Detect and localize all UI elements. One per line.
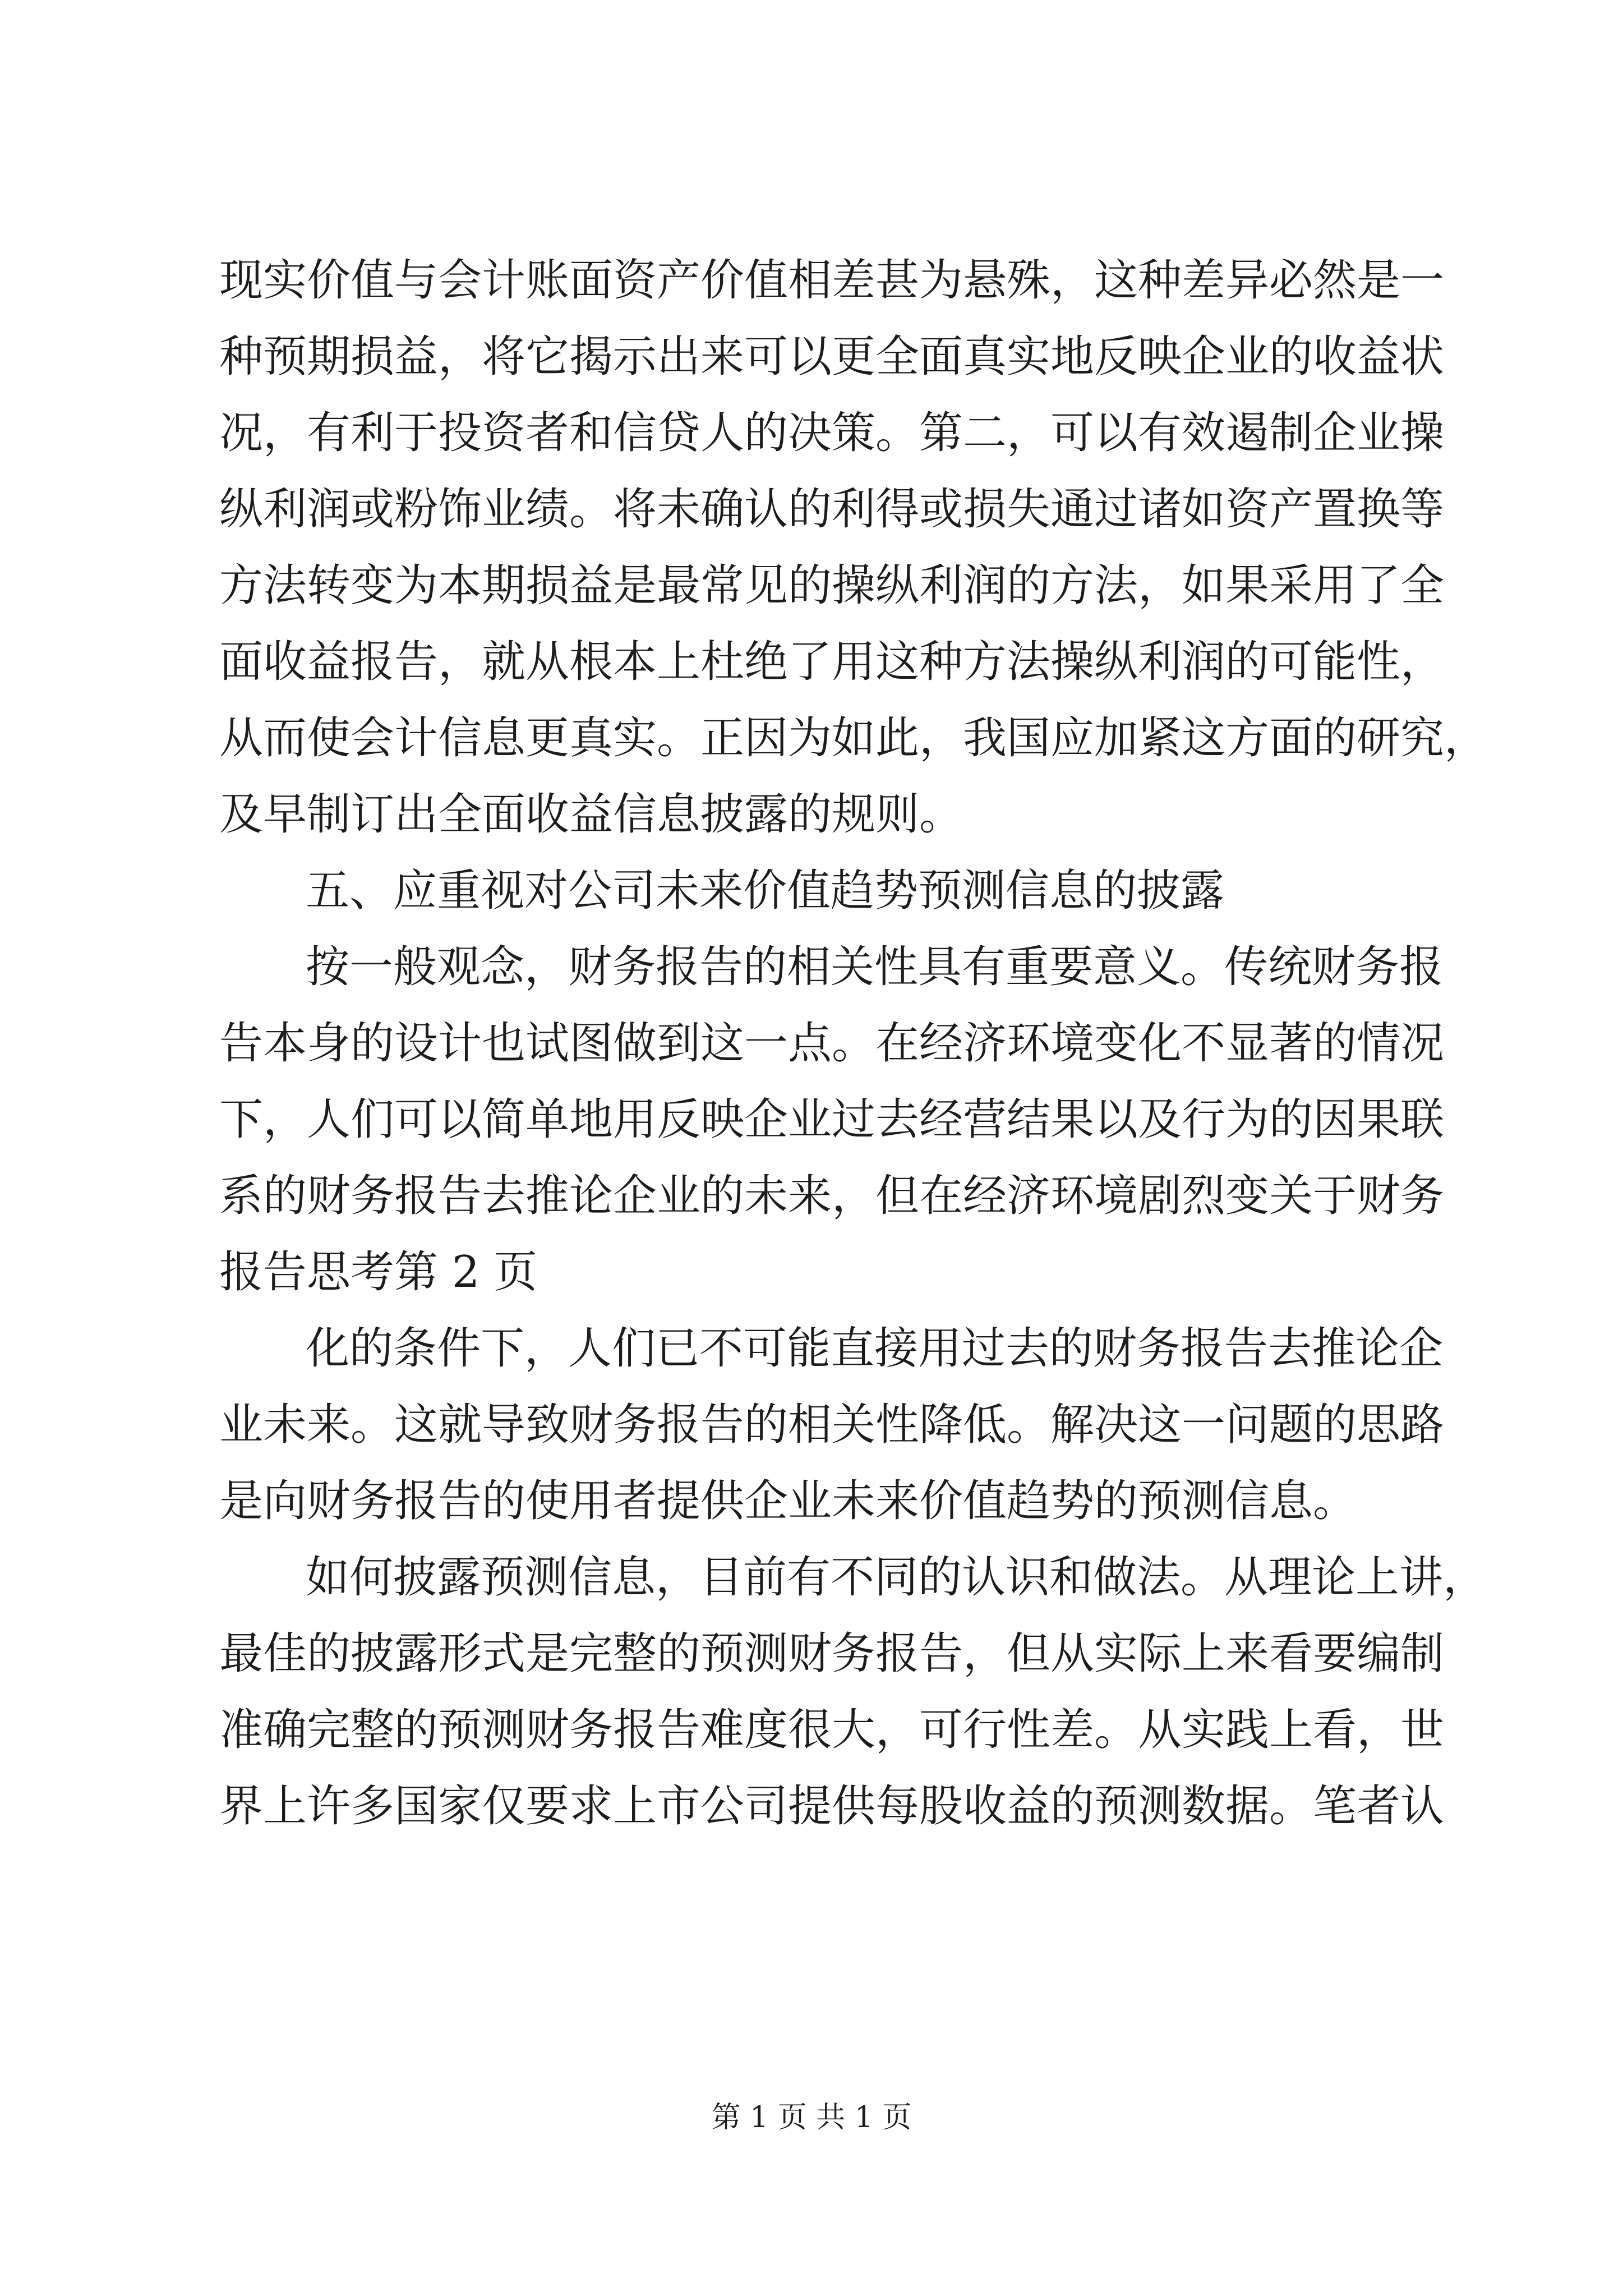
text-line: 面收益报告，就从根本上杜绝了用这种方法操纵利润的可能性， [219,637,1445,687]
page-number-footer: 第 1 页 共 1 页 [711,2101,912,2134]
text-line: 从而使会计信息更真实。正因为如此，我国应加紧这方面的研究， [219,713,1488,763]
text-line: 下，人们可以简单地用反映企业过去经营结果以及行为的因果联 [219,1094,1445,1145]
text-line: 化的条件下，人们已不可能直接用过去的财务报告去推论企 [306,1323,1444,1374]
text-line: 最佳的披露形式是完整的预测财务报告，但从实际上来看要编制 [219,1628,1445,1679]
text-line: 方法转变为本期损益是最常见的操纵利润的方法，如果采用了全 [219,560,1445,611]
text-line: 是向财务报告的使用者提供企业未来价值趋势的预测信息。 [219,1476,1357,1526]
text-line: 现实价值与会计账面资产价值相差甚为悬殊，这种差异必然是一 [219,255,1445,306]
text-line: 报告思考第 2 页 [219,1247,538,1297]
text-line: 准确完整的预测财务报告难度很大，可行性差。从实践上看，世 [219,1705,1445,1755]
text-line: 按一般观念，财务报告的相关性具有重要意义。传统财务报 [306,942,1444,992]
text-line: 纵利润或粉饰业绩。将未确认的利得或损失通过诸如资产置换等 [219,484,1445,535]
text-line: 况，有利于投资者和信贷人的决策。第二，可以有效遏制企业操 [219,408,1445,458]
text-line: 业未来。这就导致财务报告的相关性降低。解决这一问题的思路 [219,1400,1445,1450]
text-line: 系的财务报告去推论企业的未来，但在经济环境剧烈变关于财务 [219,1171,1445,1221]
text-line: 界上许多国家仅要求上市公司提供每股收益的预测数据。笔者认 [219,1781,1445,1832]
text-line: 如何披露预测信息，目前有不同的认识和做法。从理论上讲， [306,1552,1487,1603]
text-line: 告本身的设计也试图做到这一点。在经济环境变化不显著的情况 [219,1018,1445,1069]
text-line: 及早制订出全面收益信息披露的规则。 [219,789,963,840]
section-heading: 五、应重视对公司未来价值趋势预测信息的披露 [306,866,1225,916]
text-line: 种预期损益，将它揭示出来可以更全面真实地反映企业的收益状 [219,332,1445,382]
